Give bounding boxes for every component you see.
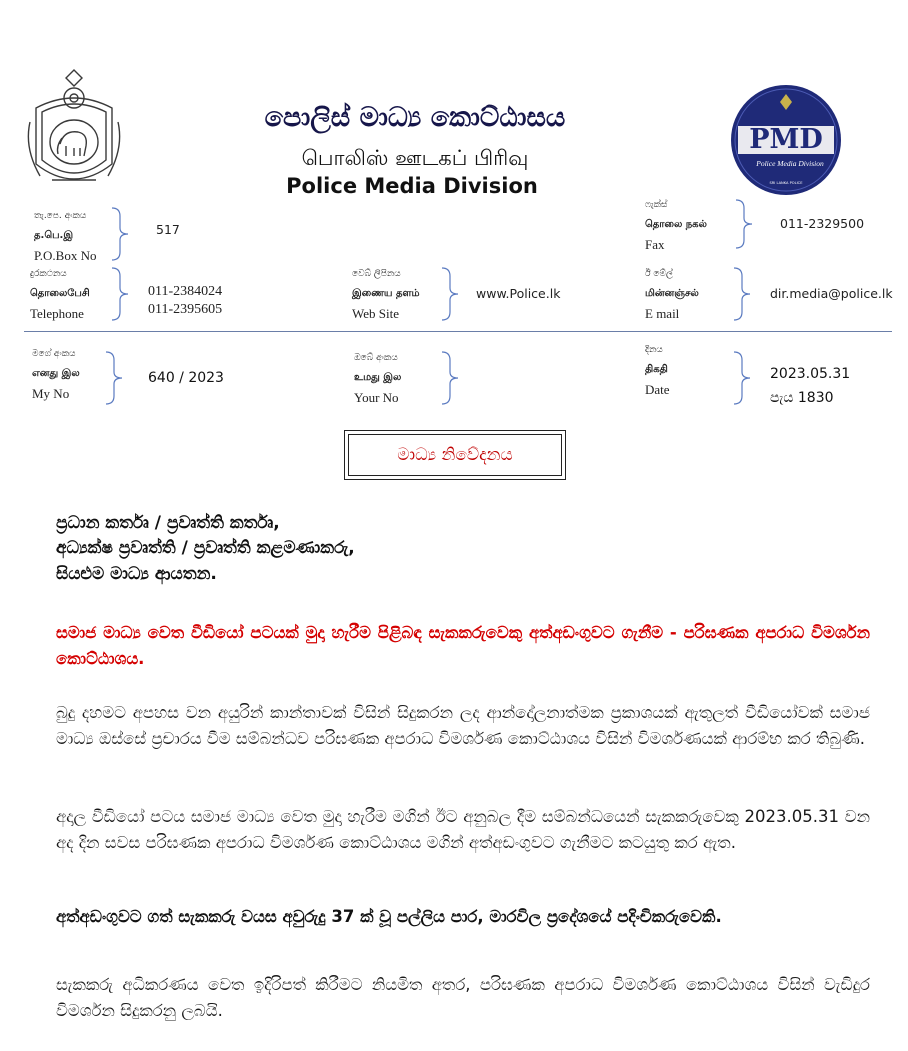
my-no-label-si: මගේ අංකය <box>32 349 76 359</box>
website-label-si: වෙබ් ලිපිනය <box>352 269 401 279</box>
paragraph-2: අදාල වීඩියෝ පටය සමාජ මාධ්‍ය වෙත මුදා හැරීම මගින් ඊට අනුබල දීම සම්බන්ධයෙන් සැකකරුවෙකු 2023.05.31 වන අද දින සවස පරිඝණක අපරාධ විමර්ශණ කොට්ඨාශය මගින් අත්අඩංගුවට ගැනීමට කටයුතු කර ඇත. <box>56 807 870 852</box>
header-divider <box>24 331 892 332</box>
headline: සමාජ මාධ්‍ය වෙත වීඩියෝ පටයක් මුදා හැරීම පිළිබඳ සැකකරුවෙකු අත්අඩංගුවට ගැනීම - පරිඝණක අපරාධ විමර්ශන කොට්ඨාශය. <box>56 623 870 668</box>
fax-label-en: Fax <box>645 237 665 252</box>
addressee-2: අධ්‍යක්ෂ ප්‍රවෘත්ති / ප්‍රවෘත්ති කළමණාකරු, <box>56 538 355 558</box>
pmd-logo-footer: SRI LANKA POLICE <box>769 181 803 185</box>
email-brace-icon <box>732 266 756 322</box>
pmd-logo-text: PMD <box>749 124 823 155</box>
website-label <box>352 264 420 324</box>
website-value[interactable]: www.Police.lk <box>476 286 561 301</box>
pobox-label <box>34 206 97 266</box>
my-no-label-ta: எனது இல <box>32 368 80 379</box>
fax-brace-icon <box>734 198 758 250</box>
pobox-brace-icon <box>110 206 134 262</box>
website-label-en: Web Site <box>352 306 399 321</box>
date-brace-icon <box>732 350 756 406</box>
email-label-ta: மின்னஞ்சல் <box>645 288 699 299</box>
date-label <box>645 340 670 400</box>
addressee-3: සියළුම මාධ්‍ය ආයතන. <box>56 564 217 584</box>
pmd-logo <box>730 84 842 196</box>
email-label-en: E mail <box>645 306 680 321</box>
paragraph-4: සැකකරු අධිකරණය වෙත ඉදිරිපත් කිරීමට නියමිත අතර, පරිඝණක අපරාධ විමර්ශණ කොට්ඨාශය විසින් වැඩිදුර විමර්ශන සිදුකරනු ලබයි. <box>56 975 870 1020</box>
fax-label <box>645 195 707 255</box>
date-label-ta: திகதி <box>645 364 668 375</box>
date-label-si: දිනය <box>645 345 663 355</box>
paragraph-3: අත්අඩංගුවට ගත් සැකකරු වයස අවුරුදු 37 ක් වූ පල්ලිය පාර, මාරවිල ප්‍රදේශයේ පදිංචිකරුවෙකි. <box>56 907 722 926</box>
telephone-brace-icon <box>110 266 134 322</box>
website-brace-icon <box>440 266 464 322</box>
telephone-value-1: 011-2384024 <box>148 284 223 299</box>
fax-value: 011-2329500 <box>780 216 865 231</box>
website-label-ta: இணைய தளம் <box>352 288 420 299</box>
time-value: පැය 1830 <box>770 390 834 406</box>
press-release-box <box>344 430 566 480</box>
email-value[interactable]: dir.media@police.lk <box>770 286 893 301</box>
my-no-value: 640 / 2023 <box>148 370 224 386</box>
police-emblem-icon <box>22 68 126 196</box>
my-no-brace-icon <box>104 350 128 406</box>
title-sinhala: පොලිස් මාධ්‍ය කොට්ඨාසය <box>264 102 566 133</box>
email-label <box>645 264 699 324</box>
your-no-label-en: Your No <box>354 390 399 405</box>
your-no-label <box>354 348 401 408</box>
email-label-si: ඊ මේල් <box>645 269 673 279</box>
press-release-title: මාධ්‍ය නිවේදනය <box>348 434 562 476</box>
date-value: 2023.05.31 <box>770 366 851 382</box>
pmd-logo-icon <box>730 84 842 196</box>
telephone-label <box>30 264 90 324</box>
my-no-label <box>32 344 80 404</box>
your-no-label-si: ඔබේ අංකය <box>354 353 398 363</box>
pobox-value: 517 <box>156 222 180 237</box>
your-no-label-ta: உமது இல <box>354 372 402 383</box>
my-no-label-en: My No <box>32 386 70 401</box>
telephone-label-en: Telephone <box>30 306 84 321</box>
pmd-logo-subtext: Police Media Division <box>756 159 824 168</box>
date-label-en: Date <box>645 382 670 397</box>
your-no-brace-icon <box>440 350 464 406</box>
telephone-label-si: දුරකථනය <box>30 269 67 279</box>
paragraph-1: බුදු දහමට අපහස වන අයුරින් කාන්තාවක් විසින් සිදුකරන ලද ආන්දෝලනාත්මක ප්‍රකාශයක් ඇතුලත් වීඩියෝවක් සමාජ මාධ්‍ය ඔස්සේ ප්‍රචාරය වීම සම්බන්ධව පරිඝණක අපරාධ විමර්ශණ කොට්ඨාශය විසින් විමර්ශණයක් ආරම්භ කර තිබුණි. <box>56 703 870 748</box>
telephone-label-ta: தொலைபேசி <box>30 288 90 299</box>
fax-label-si: ෆැක්ස් <box>645 200 668 210</box>
pobox-label-ta: த.பெ.இ <box>34 230 74 241</box>
addressee-1: ප්‍රධාන කර්තෘ / ප්‍රවෘත්ති කර්තෘ, <box>56 513 280 533</box>
title-tamil: பொலிஸ் ஊடகப் பிரிவு <box>301 146 529 170</box>
fax-label-ta: தொலை நகல் <box>645 219 707 230</box>
pobox-label-en: P.O.Box No <box>34 248 97 263</box>
telephone-value-2: 011-2395605 <box>148 302 223 317</box>
pobox-label-si: තැ.පෙ. අංකය <box>34 211 87 221</box>
title-english: Police Media Division <box>286 174 538 198</box>
